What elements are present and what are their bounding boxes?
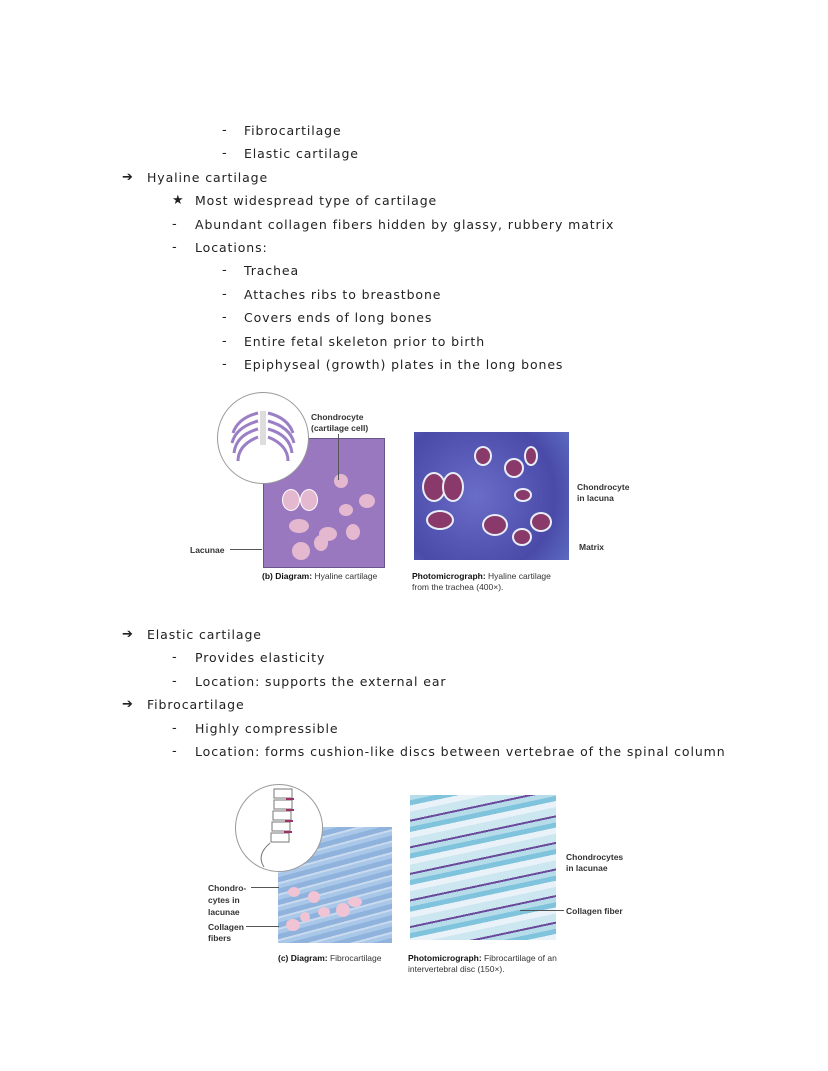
outline-item-text: Epiphyseal (growth) plates in the long bones xyxy=(244,357,564,372)
label-lacunae-fibro: lacunae xyxy=(208,907,240,917)
outline-item-text: Provides elasticity xyxy=(195,650,326,666)
outline-item-text: Locations: xyxy=(195,240,268,255)
label-in-lacuna: in lacuna xyxy=(577,493,614,503)
outline-item-text: Location: forms cushion-like discs between vertebrae of the spinal column xyxy=(195,744,726,759)
outline-item-text: Attaches ribs to breastbone xyxy=(244,286,442,302)
arrow-bullet-icon: ➔ xyxy=(122,169,133,185)
label-chondro: Chondro- xyxy=(208,883,247,893)
label-fibers: fibers xyxy=(208,933,232,943)
caption-hyaline-diagram: (b) Diagram: Hyaline cartilage xyxy=(262,571,378,581)
label-chondrocytes: Chondrocytes xyxy=(566,852,624,862)
dash-bullet: - xyxy=(222,310,227,326)
outline-item-text: Fibrocartilage xyxy=(147,697,245,713)
dash-bullet: - xyxy=(222,263,227,279)
dash-bullet: - xyxy=(172,720,177,736)
label-chondrocyte: Chondrocyte xyxy=(311,412,364,422)
dash-bullet: - xyxy=(172,650,177,666)
outline-item-text: Entire fetal skeleton prior to birth xyxy=(244,333,486,349)
outline-item-text: Hyaline cartilage xyxy=(147,169,269,185)
label-collagen-fiber: Collagen fiber xyxy=(566,906,623,916)
label-cytes-in: cytes in xyxy=(208,895,240,905)
caption-fibro-diagram: (c) Diagram: Fibrocartilage xyxy=(278,953,382,963)
hyaline-photo-image xyxy=(414,432,569,560)
fibro-diagram-image xyxy=(278,827,392,943)
dash-bullet: - xyxy=(222,123,227,138)
label-cartilage-cell: (cartilage cell) xyxy=(311,423,369,433)
label-lacunae: Lacunae xyxy=(190,545,225,555)
dash-bullet: - xyxy=(172,673,177,689)
fibro-photo-image xyxy=(410,795,556,940)
dash-bullet: - xyxy=(222,357,227,372)
outline-item-text: Elastic cartilage xyxy=(147,627,262,642)
caption-fibro-photo: Photomicrograph: Fibrocartilage of an intervertebral disc (150×). xyxy=(408,953,557,974)
dash-bullet: - xyxy=(172,240,177,255)
outline-item-text: Trachea xyxy=(244,263,300,279)
dash-bullet: - xyxy=(222,146,227,162)
arrow-bullet-icon: ➔ xyxy=(122,627,133,642)
outline-item-text: Elastic cartilage xyxy=(244,146,359,162)
outline-item-text: Location: supports the external ear xyxy=(195,673,447,689)
dash-bullet: - xyxy=(172,216,177,232)
caption-hyaline-photo: Photomicrograph: Hyaline cartilage from the trachea (400×). xyxy=(412,571,551,592)
label-matrix: Matrix xyxy=(579,542,605,552)
dash-bullet: - xyxy=(222,333,227,349)
dash-bullet: - xyxy=(222,286,227,302)
star-bullet-icon: ★ xyxy=(172,193,184,209)
outline-item-text: Most widespread type of cartilage xyxy=(195,193,438,209)
label-collagen: Collagen xyxy=(208,922,244,932)
dash-bullet: - xyxy=(172,744,177,759)
outline-item-text: Fibrocartilage xyxy=(244,123,342,138)
outline-item-text: Covers ends of long bones xyxy=(244,310,433,326)
label-in-lacunae: in lacunae xyxy=(566,863,608,873)
ribcage-inset-icon xyxy=(217,392,309,484)
outline-item-text: Highly compressible xyxy=(195,720,339,736)
arrow-bullet-icon: ➔ xyxy=(122,697,133,713)
hyaline-diagram-image xyxy=(263,438,385,568)
label-chondrocyte-lacuna: Chondrocyte xyxy=(577,482,630,492)
outline-item-text: Abundant collagen fibers hidden by glassy, rubbery matrix xyxy=(195,216,615,232)
spine-inset-icon xyxy=(235,784,323,872)
